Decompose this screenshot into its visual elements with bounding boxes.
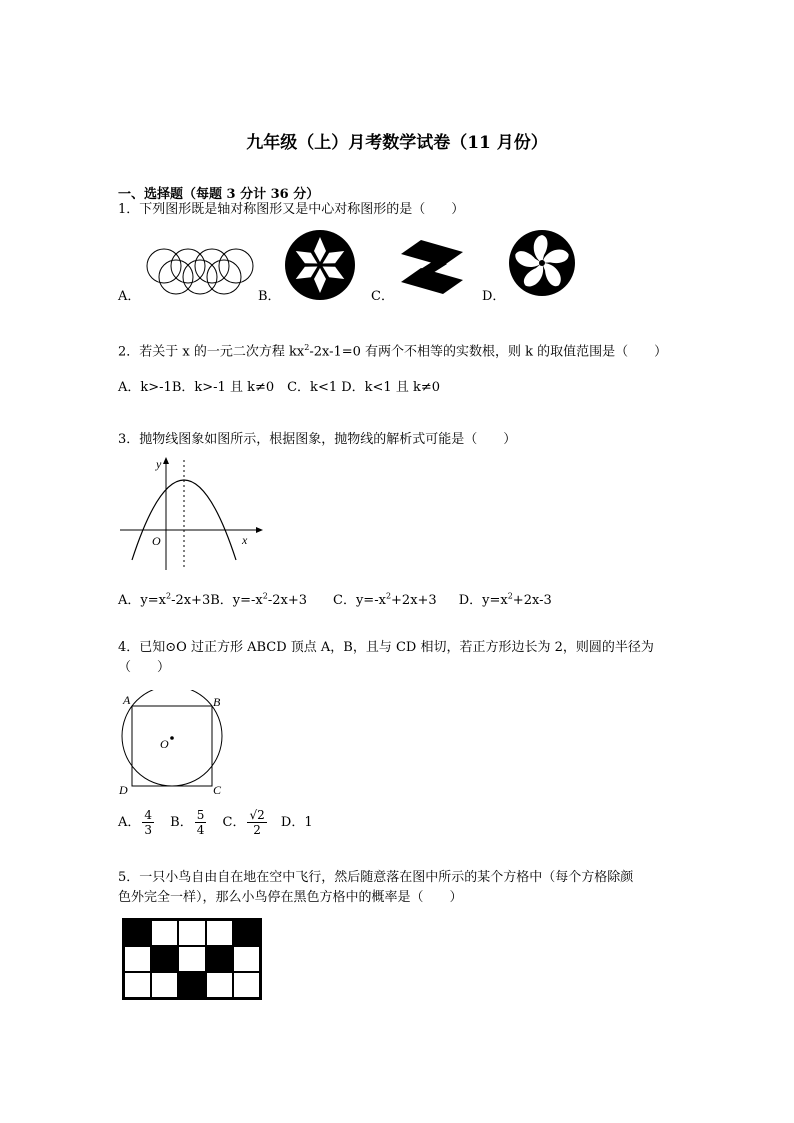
grid-cell-black (206, 946, 233, 972)
center-point (170, 736, 174, 740)
grid-cell-white (178, 946, 205, 972)
question-5-stem-line1: 5．一只小鸟自由自在地在空中飞行，然后随意落在图中所示的某个方格中（每个方格除颜 (118, 870, 634, 885)
grid-cell-white (206, 972, 233, 998)
q3-option-a (118, 593, 210, 608)
question-4-stem-line2: （ ） (118, 660, 171, 675)
q3-option-d (459, 593, 552, 608)
circle-square-figure (116, 690, 232, 800)
y-axis-arrow (163, 457, 169, 464)
diamond-flower-figure (283, 228, 357, 302)
question-5-stem-line2: 色外完全一样），那么小鸟停在黑色方格中的概率是（ ） (118, 890, 463, 905)
q2-stem-sup: 2 (304, 343, 310, 352)
q4-b-label: B． (170, 815, 193, 830)
grid-cell-white (124, 946, 151, 972)
suzuki-s-logo-figure (395, 238, 469, 298)
bauhinia-flower-figure (507, 228, 577, 298)
q3-d-post: +2x-3 (512, 593, 552, 609)
axis-label-y: y (156, 457, 162, 471)
x-axis-arrow (256, 527, 263, 533)
question-3-stem: 3．抛物线图象如图所示，根据图象，抛物线的解析式可能是（ ） (118, 432, 517, 447)
q4-b-num: 5 (196, 808, 205, 822)
section-heading: 一、选择题（每题 3 分计 36 分） (118, 187, 320, 202)
q4-b-den: 4 (196, 823, 205, 837)
q3-b-pre: B．y=-x (210, 593, 263, 609)
page-title: 九年级（上）月考数学试卷（11 月份） (246, 133, 548, 153)
label-d: D (119, 783, 128, 797)
label-o: O (160, 737, 169, 751)
q4-d-label: D．1 (280, 815, 313, 830)
q3-b-post: -2x+3 (267, 593, 308, 609)
q3-a-sup: 2 (165, 592, 172, 601)
q1-label-c: C． (371, 289, 394, 304)
square-abcd (132, 706, 212, 786)
question-3-options (118, 587, 552, 611)
q3-c-sup: 2 (385, 592, 392, 601)
grid-cell-black (151, 946, 178, 972)
q3-option-b (210, 593, 307, 608)
question-4-stem-line1: 4．已知⊙O 过正方形 ABCD 顶点 A，B，且与 CD 相切，若正方形边长为 2，则圆的半径为 (118, 640, 654, 655)
q4-c-fraction (247, 808, 266, 837)
question-1-stem: 1．下列图形既是轴对称图形又是中心对称图形的是（ ） (118, 202, 465, 217)
q2-stem-post: -2x-1=0 有两个不相等的实数根，则 k 的取值范围是（ ） (309, 344, 668, 360)
q3-a-pre: A．y=x (118, 593, 166, 609)
q4-a-label: A． (118, 815, 141, 830)
grid-cell-white (151, 972, 178, 998)
q3-a-post: -2x+3 (171, 593, 211, 609)
q1-label-a: A． (118, 289, 141, 304)
grid-cell-white (124, 972, 151, 998)
q2-stem-pre: 2．若关于 x 的一元二次方程 kx (118, 344, 305, 360)
q4-c-den: 2 (253, 823, 261, 837)
label-b: B (213, 695, 221, 709)
grid-cell-white (151, 920, 178, 946)
ring-7 (207, 260, 241, 294)
label-a: A (123, 693, 131, 707)
question-2-stem (118, 338, 667, 362)
q4-b-fraction (195, 808, 207, 837)
grid-cell-white (206, 920, 233, 946)
q4-a-den: 3 (144, 823, 153, 837)
q1-label-b: B． (258, 289, 281, 304)
grid-cell-black (124, 920, 151, 946)
label-c: C (213, 783, 222, 797)
q3-d-pre: D．y=x (458, 593, 508, 609)
q3-d-sup: 2 (507, 592, 513, 601)
olympic-rings-figure (142, 244, 258, 298)
grid-cell-white (233, 946, 260, 972)
q3-c-pre: C．y=-x (333, 593, 386, 609)
grid-cell-black (178, 972, 205, 998)
grid-cell-white (178, 920, 205, 946)
ring-4 (219, 249, 253, 283)
parabola-graph (118, 452, 268, 574)
q3-b-sup: 2 (262, 592, 268, 601)
q1-label-d: D． (482, 289, 506, 304)
axis-label-x: x (242, 533, 248, 547)
question-4-options (118, 806, 313, 840)
q3-option-c (333, 593, 437, 608)
probability-grid (122, 918, 262, 1000)
grid-cell-white (233, 972, 260, 998)
q4-a-fraction (142, 808, 154, 837)
grid-cell-black (233, 920, 260, 946)
q3-c-post: +2x+3 (391, 593, 437, 609)
q4-c-label: C． (222, 815, 246, 830)
q4-a-num: 4 (144, 808, 153, 822)
q4-c-num: √2 (249, 808, 265, 822)
question-2-options: A．k>-1B．k>-1 且 k≠0 C．k<1 D．k<1 且 k≠0 (118, 380, 441, 395)
origin-label: O (152, 534, 161, 548)
